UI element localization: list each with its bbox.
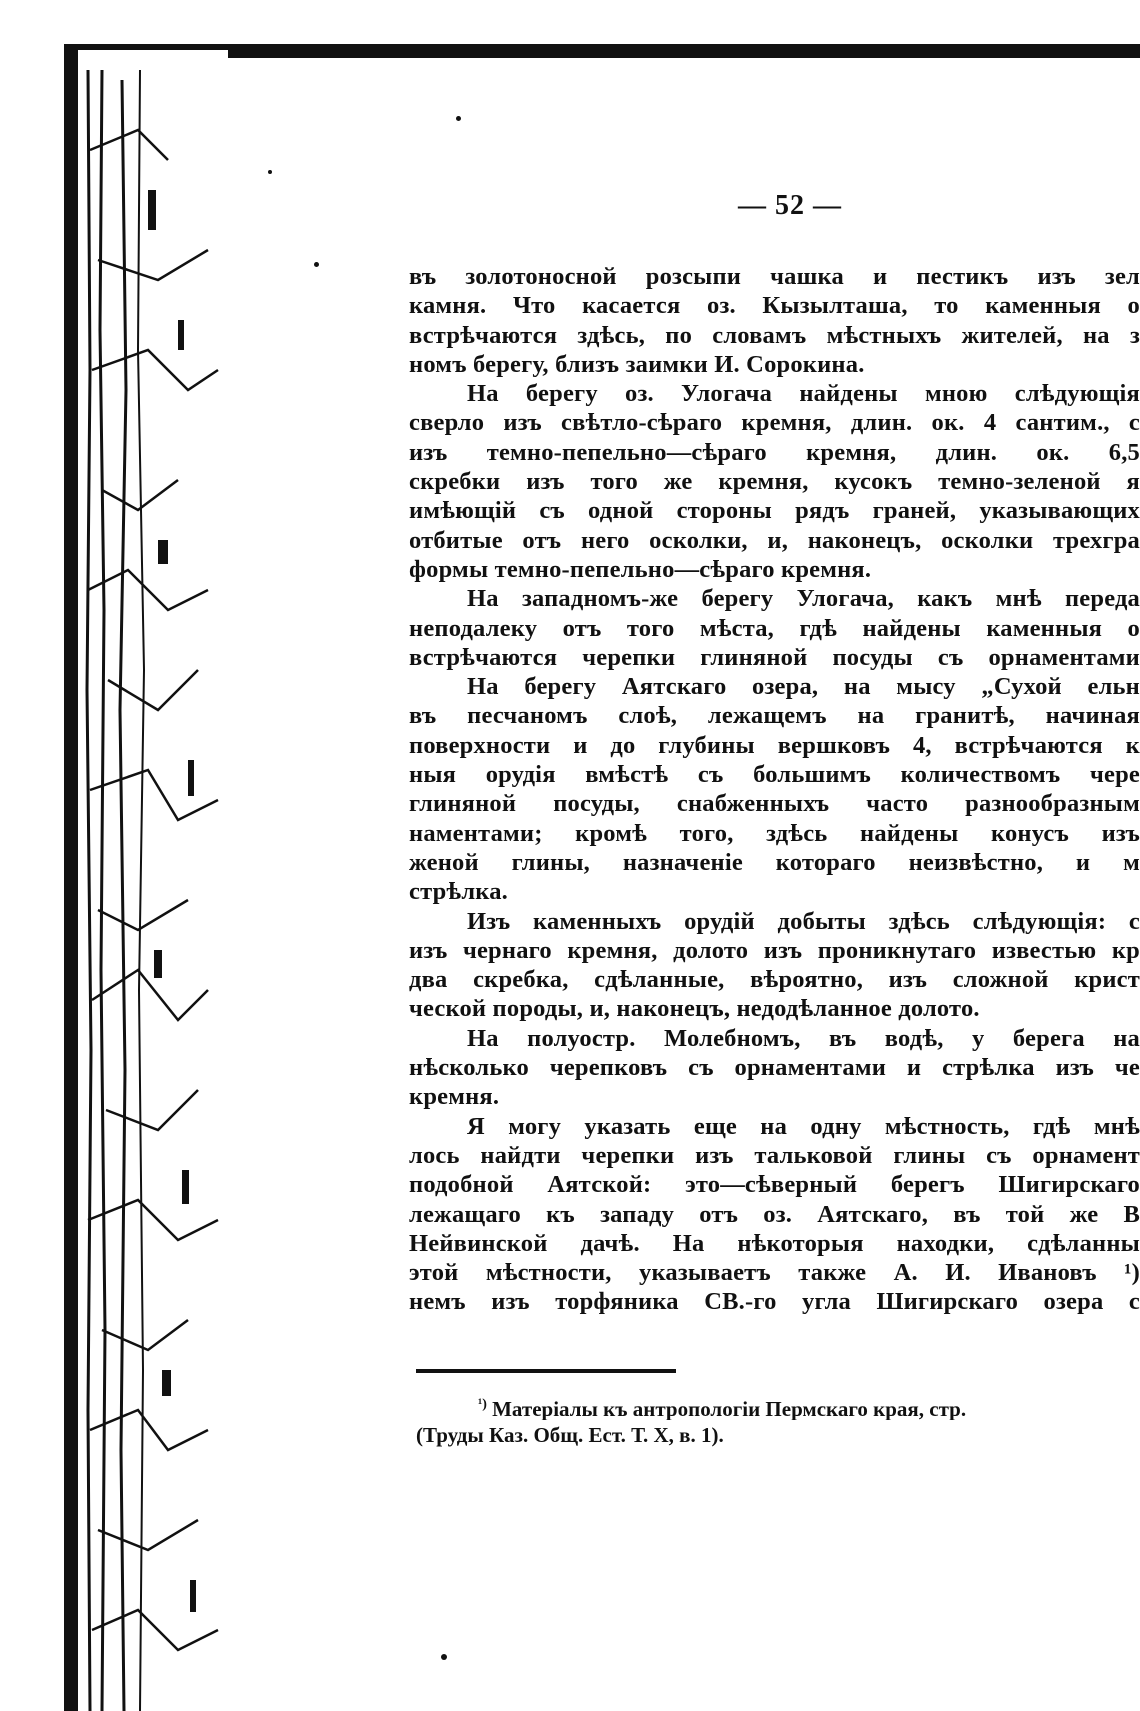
body-line: встрѣчаются черепки глиняной посуды съ орнаментами [409, 643, 1140, 671]
body-line: На берегу оз. Улогача найдены мною слѣдующія [467, 380, 1140, 408]
body-line: женой глины, назначеніе котораго неизвѣстно, и м [409, 848, 1140, 876]
body-line: въ золотоносной розсыпи чашка и пестикъ изъ зел [409, 263, 1140, 290]
body-line: Изъ каменныхъ орудій добыты здѣсь слѣдующія: с [467, 907, 1140, 935]
body-line: камня. Что касается оз. Кызылташа, то каменныя о [409, 292, 1140, 320]
body-line: встрѣчаются здѣсь, по словамъ мѣстныхъ жителей, на з [409, 321, 1140, 349]
scan-speck [456, 116, 461, 121]
body-line: имѣющій съ одной стороны рядъ граней, указывающих [409, 497, 1140, 525]
page-frame-top-border [228, 44, 1140, 58]
body-line: въ песчаномъ слоѣ, лежащемъ на гранитѣ, начиная [409, 702, 1140, 730]
body-line: На полуостр. Молебномъ, въ водѣ, у берега на [467, 1024, 1140, 1052]
body-line: неподалеку отъ того мѣста, гдѣ найдены каменныя о [409, 614, 1140, 642]
body-line: лось найдти черепки изъ тальковой глины съ орнамент [409, 1141, 1140, 1169]
body-text [409, 262, 1140, 1317]
scan-speck [314, 262, 319, 267]
body-line: поверхности и до глубины вершковъ 4, встрѣчаются к [409, 731, 1140, 759]
body-line: подобной Аятской: это—сѣверный берегъ Шигирскаго [409, 1171, 1140, 1199]
body-line: наментами; кромѣ того, здѣсь найдены конусъ изъ [409, 819, 1140, 847]
footnote-text-1: Матеріалы къ антропологіи Пермскаго края, стр. [492, 1397, 967, 1420]
page-frame-left-border [64, 44, 78, 1711]
footnote-separator [416, 1369, 676, 1373]
body-line: скребки изъ того же кремня, кусокъ темно-зеленой я [409, 468, 1140, 496]
body-line: лежащаго къ западу отъ оз. Аятскаго, въ той же В [409, 1200, 1140, 1228]
body-line: изъ чернаго кремня, долото изъ проникнутаго известью кр [409, 936, 1140, 964]
body-line: изъ темно-пепельно—сѣраго кремня, длин. ок. 6,5 [409, 438, 1140, 466]
body-line: формы темно-пепельно—сѣраго кремня. [409, 555, 872, 583]
body-line: кремня. [409, 1083, 500, 1111]
binding-edge-texture [78, 70, 228, 1711]
footnote-line-1 [416, 1390, 1140, 1420]
body-line: два скребка, сдѣланные, вѣроятно, изъ сложной крист [409, 966, 1140, 994]
body-line: отбитые отъ него осколки, и, наконецъ, осколки трехгра [409, 526, 1140, 554]
body-line: немъ изъ торфяника СВ.-го угла Шигирскаго озера с [409, 1288, 1140, 1316]
body-line: сверло изъ свѣтло-сѣраго кремня, длин. ок. 4 сантим., с [409, 409, 1140, 437]
body-line: На западномъ-же берегу Улогача, какъ мнѣ переда [467, 585, 1140, 613]
body-line: ческой породы, и, наконецъ, недодѣланное долото. [409, 995, 980, 1023]
body-line: нѣсколько черепковъ съ орнаментами и стрѣлка изъ че [409, 1054, 1140, 1082]
body-line: Нейвинской дачѣ. На нѣкоторыя находки, сдѣланны [409, 1229, 1140, 1257]
body-line: На берегу Аятскаго озера, на мысу „Сухой ельн [467, 673, 1140, 701]
page-number: — 52 — [738, 190, 842, 221]
body-line: стрѣлка. [409, 878, 509, 906]
scan-speck [268, 170, 272, 174]
body-line: Я могу указать еще на одну мѣстность, гдѣ мнѣ [467, 1112, 1140, 1140]
footnote-line-2: (Труды Каз. Общ. Ест. Т. X, в. 1). [416, 1423, 724, 1447]
footnote [416, 1390, 1140, 1450]
body-line: этой мѣстности, указываетъ также А. И. Ивановъ ¹) [409, 1259, 1140, 1287]
body-line: номъ берегу, близъ заимки И. Сорокина. [409, 350, 865, 378]
body-line: глиняной посуды, снабженныхъ часто разнообразным [409, 790, 1140, 818]
footnote-marker: ¹) [478, 1397, 487, 1412]
body-line: ныя орудія вмѣстѣ съ большимъ количествомъ чере [409, 761, 1140, 789]
scan-speck [441, 1654, 447, 1660]
